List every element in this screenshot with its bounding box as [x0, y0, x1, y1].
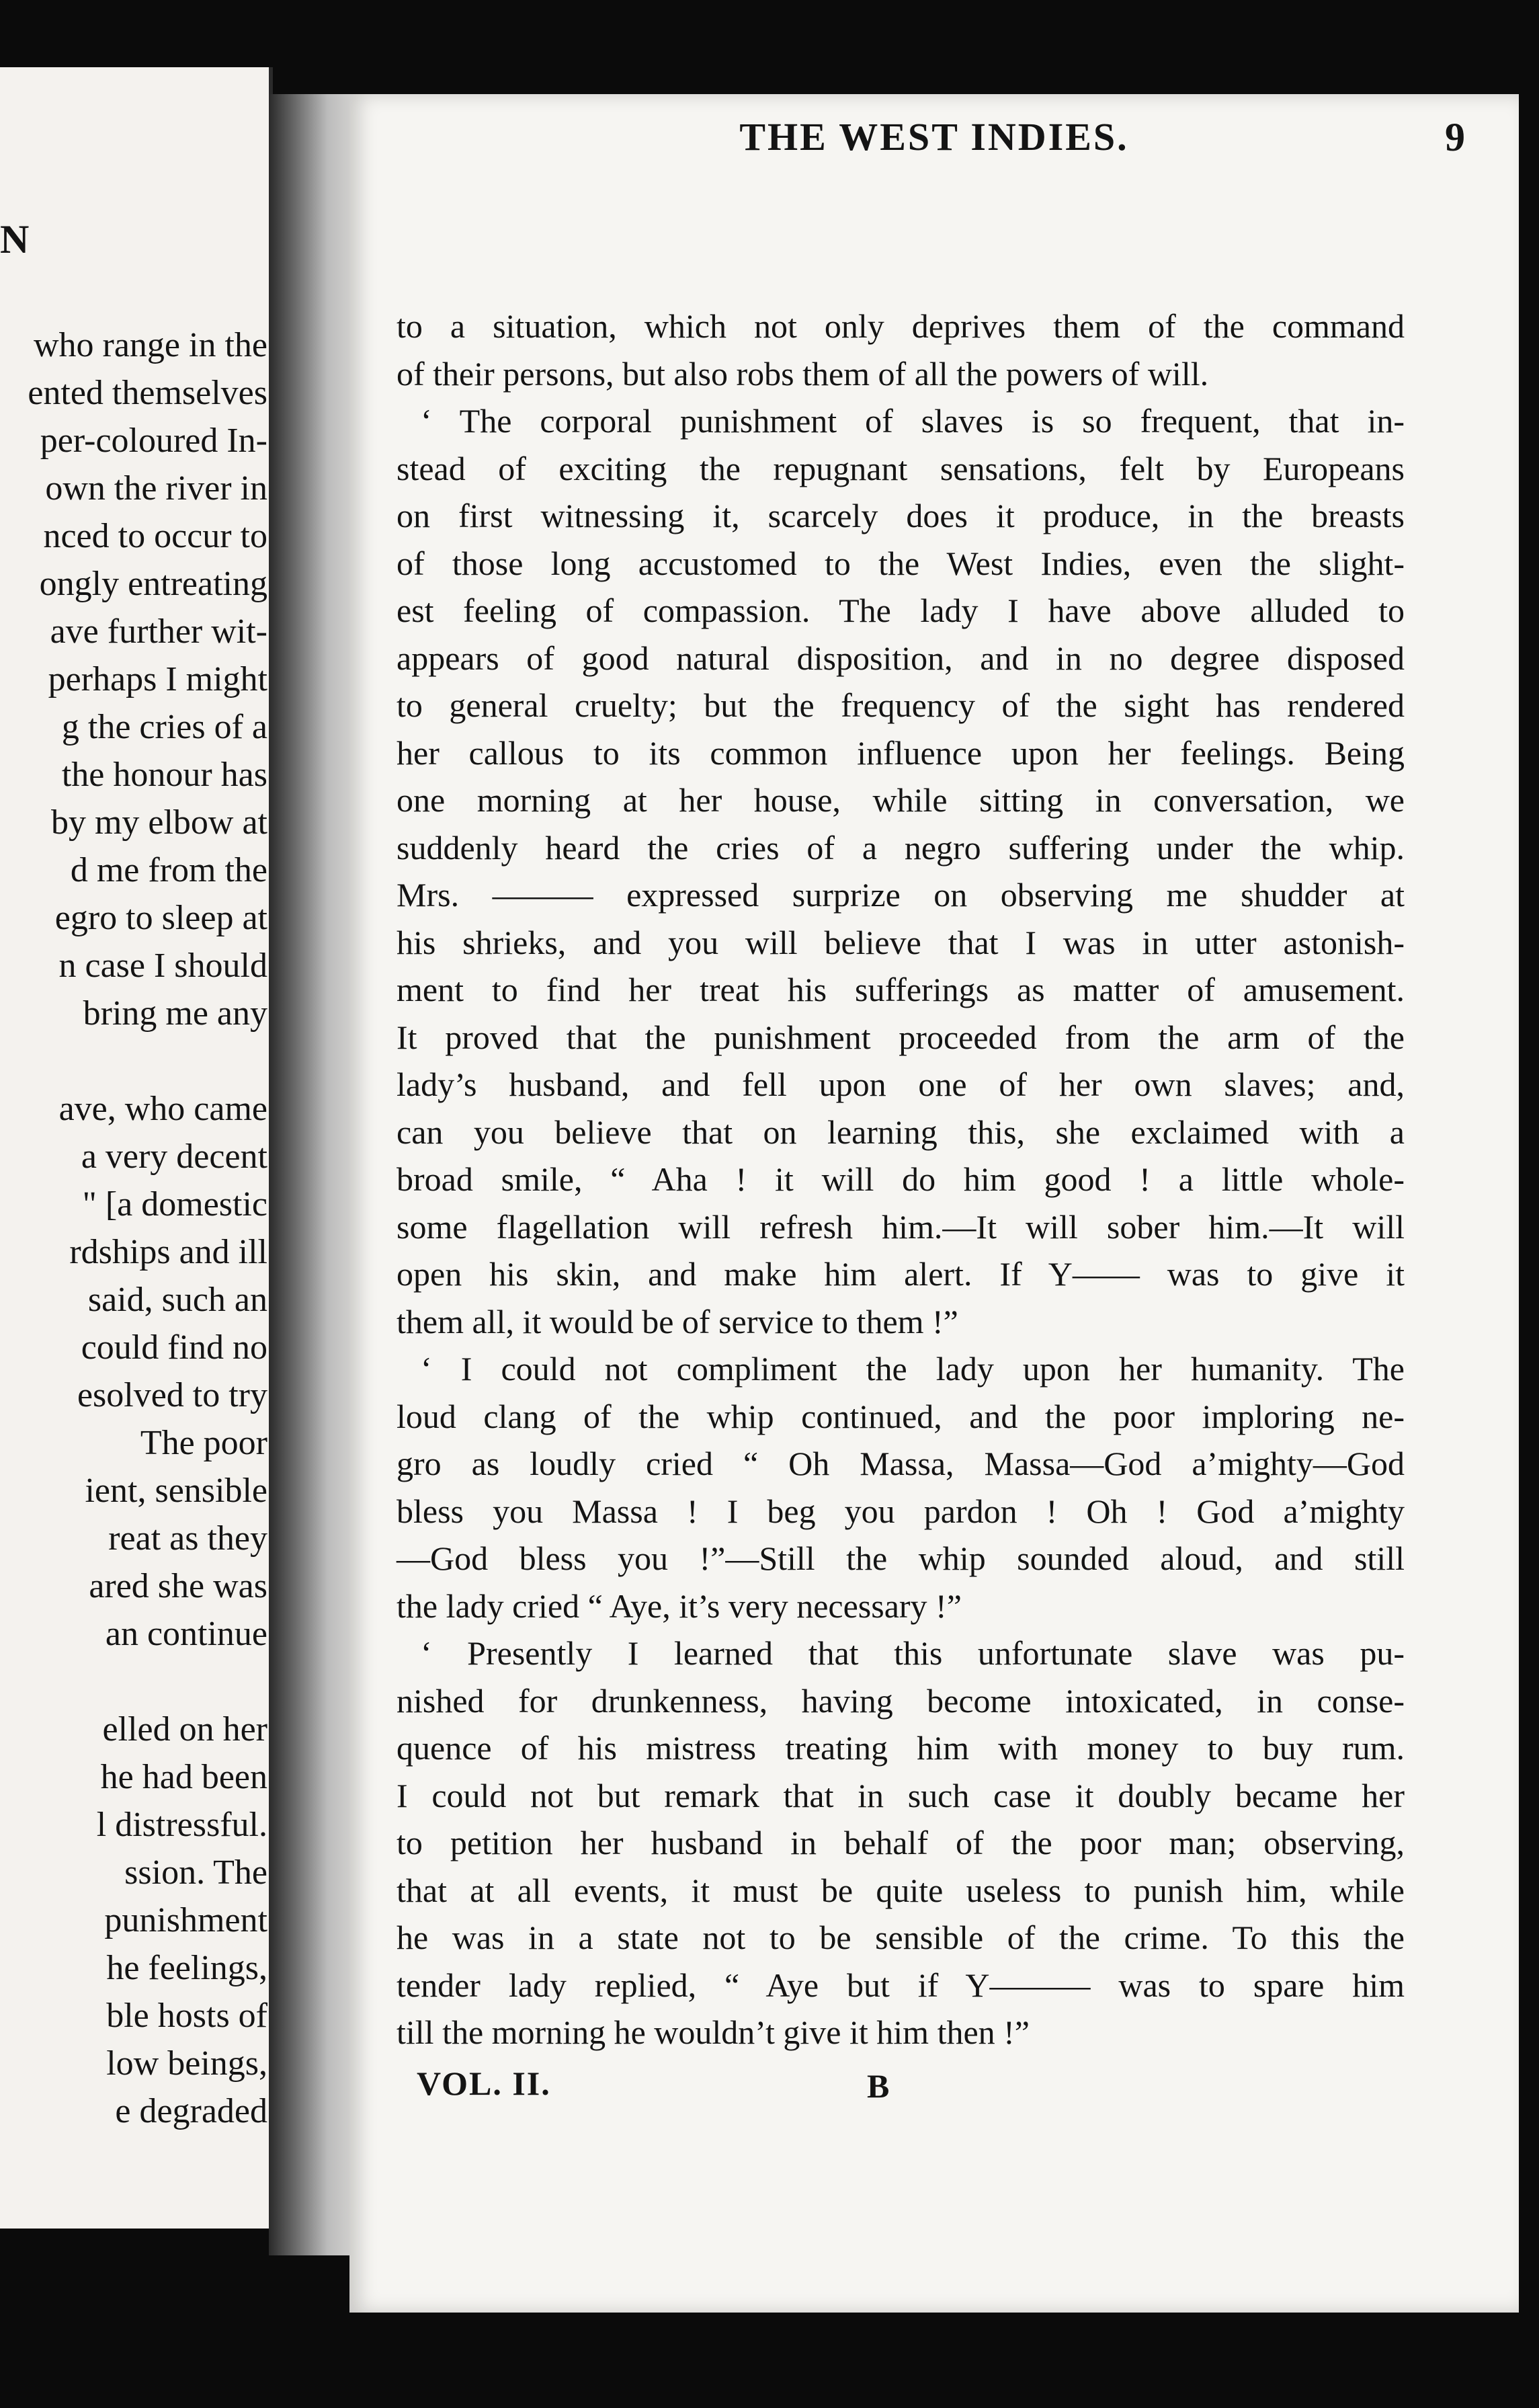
text-line: broad smile, “ Aha ! it will do him good ! a little whole-	[397, 1160, 1405, 1198]
left-page-line: g the cries of a	[61, 708, 267, 746]
page-number: 9	[1445, 115, 1465, 159]
text-line: the lady cried “ Aye, it’s very necessary !”	[397, 1587, 962, 1625]
left-page-line: egro to sleep at	[54, 899, 267, 937]
text-line: of their persons, but also robs them of all the powers of will.	[397, 354, 1209, 393]
text-line: them all, it would be of service to them !”	[397, 1302, 958, 1340]
left-page-line: n case I should	[58, 947, 267, 985]
left-page-text	[0, 321, 269, 2135]
text-line: quence of his mistress treating him with money to buy rum.	[397, 1729, 1405, 1767]
text-line: bless you Massa ! I beg you pardon ! Oh ! God a’mighty	[397, 1492, 1405, 1530]
text-line: stead of exciting the repugnant sensations, felt by Europeans	[397, 449, 1405, 487]
left-page-line: he had been	[100, 1758, 267, 1796]
text-line: he was in a state not to be sensible of the crime. To this the	[397, 1919, 1405, 1956]
left-page-line: ared she was	[89, 1567, 267, 1605]
left-page-line: d me from the	[70, 851, 267, 889]
left-page	[0, 67, 273, 2229]
text-line: open his skin, and make him alert. If Y—— was to give it	[397, 1255, 1405, 1293]
left-page-line: perhaps I might	[48, 660, 267, 698]
left-page-line: ient, sensible	[85, 1472, 267, 1510]
left-page-line: could find no	[81, 1328, 267, 1367]
volume-label: VOL. II.	[417, 2064, 551, 2102]
text-line: ‘ I could not compliment the lady upon her humanity. The	[421, 1350, 1405, 1388]
page-footer	[397, 2064, 1405, 2111]
signature-mark: B	[867, 2067, 890, 2105]
text-line: her callous to its common influence upon her feelings. Being	[397, 733, 1405, 772]
left-page-line: ble hosts of	[106, 1997, 267, 2035]
text-line: ‘ Presently I learned that this unfortunate slave was pu-	[421, 1634, 1405, 1672]
left-page-line: low beings,	[106, 2044, 267, 2083]
left-page-line: by my elbow at	[50, 803, 267, 842]
body-text	[397, 303, 1405, 2056]
text-line: tender lady replied, “ Aye but if Y——— was to spare him	[397, 1966, 1405, 2004]
left-page-line: " [a domestic	[82, 1185, 267, 1223]
text-line: appears of good natural disposition, and in no degree disposed	[397, 639, 1405, 677]
text-line: loud clang of the whip continued, and the poor imploring ne-	[397, 1397, 1405, 1435]
text-line: some flagellation will refresh him.—It will sober him.—It will	[397, 1207, 1405, 1246]
text-line: nished for drunkenness, having become intoxicated, in conse-	[397, 1681, 1405, 1720]
left-page-line: rdships and ill	[69, 1233, 267, 1271]
left-page-line: The poor	[140, 1424, 267, 1462]
left-page-line: ented themselves	[28, 374, 267, 412]
left-page-line: reat as they	[108, 1519, 267, 1558]
left-page-line: ave, who came	[58, 1090, 267, 1128]
text-line: that at all events, it must be quite useless to punish him, while	[397, 1871, 1405, 1909]
running-head	[349, 114, 1465, 168]
left-page-line: ongly entreating	[39, 565, 267, 603]
text-line: to petition her husband in behalf of the poor man; observing,	[397, 1824, 1405, 1861]
text-line: lady’s husband, and fell upon one of her own slaves; and,	[397, 1066, 1405, 1103]
text-line: ment to find her treat his sufferings as matter of amusement.	[397, 971, 1405, 1008]
running-title: THE WEST INDIES.	[739, 115, 1129, 159]
left-page-line: ave further wit-	[50, 612, 267, 651]
text-line: to general cruelty; but the frequency of the sight has rendered	[397, 686, 1405, 724]
left-page-line: an continue	[105, 1615, 267, 1653]
left-page-line: a very decent	[81, 1137, 267, 1176]
left-page-line: own the river in	[45, 469, 267, 508]
text-line: gro as loudly cried “ Oh Massa, Massa—God a’mighty—God	[397, 1445, 1405, 1482]
left-page-line: esolved to try	[77, 1376, 267, 1414]
left-page-line: said, such an	[87, 1281, 267, 1319]
left-page-header-fragment: N	[0, 217, 31, 262]
left-page-line: nced to occur to	[43, 517, 267, 555]
text-line: till the morning he wouldn’t give it him then !”	[397, 2013, 1030, 2051]
left-page-line	[0, 1658, 269, 1705]
left-page-line: l distressful.	[96, 1806, 267, 1844]
left-page-line: ssion. The	[124, 1853, 267, 1892]
left-page-line: elled on her	[102, 1710, 267, 1749]
text-line: Mrs. ——— expressed surprize on observing me shudder at	[397, 876, 1405, 914]
text-line: —God bless you !”—Still the whip sounded aloud, and still	[397, 1539, 1405, 1577]
text-line: can you believe that on learning this, she exclaimed with a	[397, 1113, 1405, 1151]
left-page-line: who range in the	[33, 326, 267, 364]
left-page-line: per-coloured In-	[40, 422, 267, 460]
text-line: It proved that the punishment proceeded from the arm of the	[397, 1018, 1405, 1056]
text-line: his shrieks, and you will believe that I was in utter astonish-	[397, 923, 1405, 961]
text-line: of those long accustomed to the West Indies, even the slight-	[397, 544, 1405, 582]
left-page-line: punishment	[104, 1901, 267, 1939]
left-page-line	[0, 1037, 269, 1085]
text-line: est feeling of compassion. The lady I have above alluded to	[397, 592, 1405, 629]
text-line: one morning at her house, while sitting in conversation, we	[397, 781, 1405, 819]
text-line: I could not but remark that in such case it doubly became her	[397, 1776, 1405, 1814]
left-page-line: the honour has	[61, 756, 267, 794]
left-page-line: bring me any	[83, 994, 267, 1033]
text-line: suddenly heard the cries of a negro suffering under the whip.	[397, 828, 1405, 867]
text-line: on first witnessing it, scarcely does it produce, in the breasts	[397, 497, 1405, 534]
text-line: ‘ The corporal punishment of slaves is so frequent, that in-	[421, 402, 1405, 440]
text-line: to a situation, which not only deprives them of the command	[397, 307, 1405, 345]
left-page-line: e degraded	[115, 2092, 267, 2130]
left-page-line: he feelings,	[106, 1949, 267, 1987]
